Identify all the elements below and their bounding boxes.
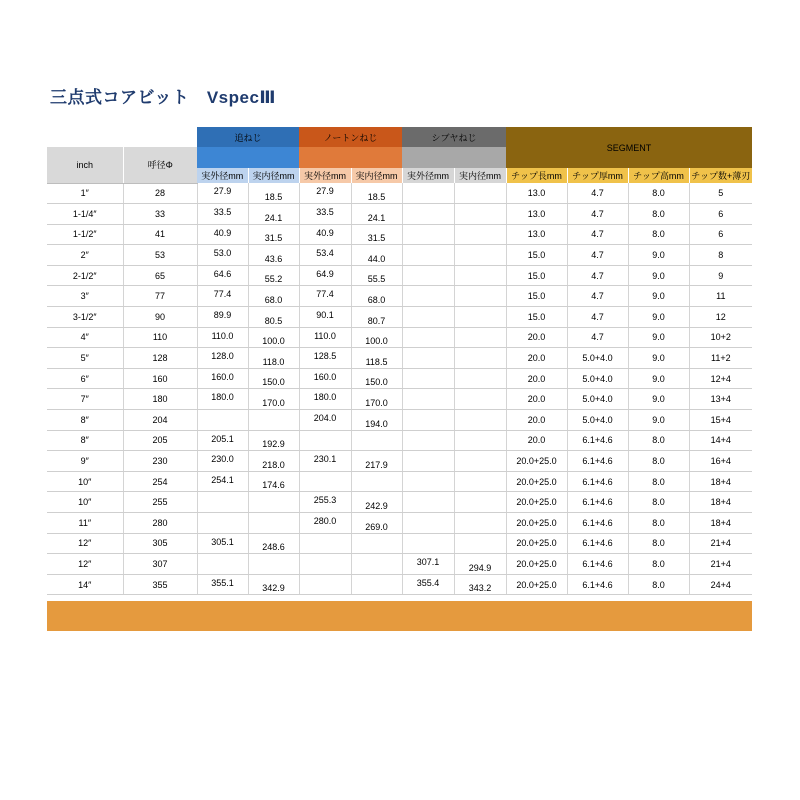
oineji-outer-cell: 40.9	[197, 224, 248, 245]
norton-inner-cell	[351, 554, 402, 575]
oineji-outer-cell: 77.4	[197, 286, 248, 307]
tip-count-cell: 10+2	[689, 327, 752, 348]
inch-cell: 5″	[47, 348, 123, 369]
shibuya-outer-cell	[402, 204, 454, 225]
table-row	[47, 307, 752, 328]
oineji-outer-cell: 230.0	[197, 451, 248, 472]
tip-length-cell: 13.0	[506, 183, 567, 204]
phi-cell: 355	[123, 574, 197, 595]
tip-height-cell: 8.0	[628, 533, 689, 554]
shibuya-inner-cell	[454, 327, 506, 348]
phi-cell: 307	[123, 554, 197, 575]
shibuya-inner-cell	[454, 492, 506, 513]
tip-count-cell: 24+4	[689, 574, 752, 595]
column-header-tip-length: チップ長mm	[506, 168, 567, 183]
phi-cell: 28	[123, 183, 197, 204]
norton-outer-cell: 33.5	[299, 204, 351, 225]
phi-cell: 128	[123, 348, 197, 369]
inch-cell: 3″	[47, 286, 123, 307]
tip-height-cell: 9.0	[628, 307, 689, 328]
tip-height-cell: 9.0	[628, 245, 689, 266]
norton-inner-cell	[351, 471, 402, 492]
tip-thickness-cell: 6.1+4.6	[567, 492, 628, 513]
phi-cell: 254	[123, 471, 197, 492]
norton-outer-cell: 160.0	[299, 368, 351, 389]
tip-length-cell: 20.0	[506, 327, 567, 348]
norton-outer-cell	[299, 533, 351, 554]
tip-height-cell: 8.0	[628, 574, 689, 595]
tip-height-cell: 9.0	[628, 410, 689, 431]
phi-cell: 204	[123, 410, 197, 431]
shibuya-outer-cell	[402, 513, 454, 534]
phi-cell: 230	[123, 451, 197, 472]
oineji-outer-cell: 205.1	[197, 430, 248, 451]
tip-length-cell: 20.0	[506, 368, 567, 389]
group-header-norton: ノートンねじ	[299, 127, 402, 147]
shibuya-outer-cell	[402, 183, 454, 204]
tip-count-cell: 18+4	[689, 471, 752, 492]
inch-cell: 1″	[47, 183, 123, 204]
tip-thickness-cell: 4.7	[567, 245, 628, 266]
shibuya-outer-cell	[402, 533, 454, 554]
phi-cell: 255	[123, 492, 197, 513]
shibuya-inner-cell	[454, 265, 506, 286]
spec-table	[47, 127, 752, 595]
tip-length-cell: 15.0	[506, 286, 567, 307]
tip-count-cell: 9	[689, 265, 752, 286]
tip-length-cell: 20.0+25.0	[506, 533, 567, 554]
tip-height-cell: 8.0	[628, 492, 689, 513]
inch-cell: 4″	[47, 327, 123, 348]
norton-outer-cell: 230.1	[299, 451, 351, 472]
shibuya-inner-cell: 343.2	[454, 574, 506, 595]
oineji-inner-cell: 80.5	[248, 307, 299, 328]
shibuya-outer-cell	[402, 286, 454, 307]
tip-count-cell: 12+4	[689, 368, 752, 389]
tip-thickness-cell: 6.1+4.6	[567, 533, 628, 554]
table-row	[47, 224, 752, 245]
norton-outer-cell	[299, 574, 351, 595]
inch-cell: 2″	[47, 245, 123, 266]
inch-cell: 10″	[47, 492, 123, 513]
inch-cell: 2-1/2″	[47, 265, 123, 286]
table-row	[47, 286, 752, 307]
tip-thickness-cell: 4.7	[567, 265, 628, 286]
shibuya-inner-cell: 294.9	[454, 554, 506, 575]
table-row	[47, 574, 752, 595]
tip-height-cell: 8.0	[628, 430, 689, 451]
tip-height-cell: 8.0	[628, 224, 689, 245]
inch-cell: 12″	[47, 533, 123, 554]
tip-length-cell: 20.0+25.0	[506, 492, 567, 513]
table-row	[47, 430, 752, 451]
tip-thickness-cell: 6.1+4.6	[567, 471, 628, 492]
oineji-inner-cell: 18.5	[248, 183, 299, 204]
group-band-oineji	[197, 147, 299, 168]
oineji-outer-cell	[197, 410, 248, 431]
table-row	[47, 348, 752, 369]
norton-inner-cell: 18.5	[351, 183, 402, 204]
shibuya-outer-cell: 355.4	[402, 574, 454, 595]
shibuya-outer-cell	[402, 471, 454, 492]
tip-length-cell: 20.0	[506, 410, 567, 431]
tip-thickness-cell: 4.7	[567, 307, 628, 328]
tip-height-cell: 9.0	[628, 265, 689, 286]
table-body	[47, 183, 752, 595]
inch-cell: 8″	[47, 430, 123, 451]
table-row	[47, 183, 752, 204]
tip-count-cell: 8	[689, 245, 752, 266]
phi-cell: 65	[123, 265, 197, 286]
tip-thickness-cell: 4.7	[567, 204, 628, 225]
shibuya-outer-cell	[402, 389, 454, 410]
column-header-norton-outer: 実外径mm	[299, 168, 351, 183]
table-row	[47, 327, 752, 348]
phi-cell: 180	[123, 389, 197, 410]
norton-outer-cell	[299, 554, 351, 575]
oineji-outer-cell: 254.1	[197, 471, 248, 492]
norton-inner-cell: 242.9	[351, 492, 402, 513]
tip-thickness-cell: 5.0+4.0	[567, 348, 628, 369]
tip-count-cell: 14+4	[689, 430, 752, 451]
norton-inner-cell: 24.1	[351, 204, 402, 225]
shibuya-outer-cell	[402, 492, 454, 513]
oineji-outer-cell	[197, 492, 248, 513]
oineji-outer-cell: 110.0	[197, 327, 248, 348]
column-header-tip-thickness: チップ厚mm	[567, 168, 628, 183]
shibuya-outer-cell	[402, 307, 454, 328]
norton-inner-cell: 80.7	[351, 307, 402, 328]
oineji-inner-cell	[248, 492, 299, 513]
tip-count-cell: 21+4	[689, 554, 752, 575]
tip-count-cell: 18+4	[689, 513, 752, 534]
oineji-outer-cell: 180.0	[197, 389, 248, 410]
shibuya-inner-cell	[454, 286, 506, 307]
oineji-inner-cell: 170.0	[248, 389, 299, 410]
oineji-inner-cell	[248, 513, 299, 534]
tip-height-cell: 8.0	[628, 471, 689, 492]
tip-thickness-cell: 4.7	[567, 183, 628, 204]
tip-count-cell: 12	[689, 307, 752, 328]
tip-length-cell: 15.0	[506, 245, 567, 266]
shibuya-inner-cell	[454, 204, 506, 225]
tip-height-cell: 9.0	[628, 348, 689, 369]
table-row	[47, 204, 752, 225]
shibuya-outer-cell	[402, 430, 454, 451]
shibuya-inner-cell	[454, 368, 506, 389]
oineji-inner-cell: 192.9	[248, 430, 299, 451]
oineji-inner-cell: 118.0	[248, 348, 299, 369]
phi-cell: 77	[123, 286, 197, 307]
norton-inner-cell: 269.0	[351, 513, 402, 534]
norton-outer-cell: 27.9	[299, 183, 351, 204]
shibuya-inner-cell	[454, 513, 506, 534]
table-row	[47, 492, 752, 513]
norton-inner-cell: 55.5	[351, 265, 402, 286]
shibuya-outer-cell	[402, 327, 454, 348]
column-header-phi: 呼径Φ	[123, 147, 197, 183]
shibuya-outer-cell	[402, 410, 454, 431]
phi-cell: 33	[123, 204, 197, 225]
table-row	[47, 410, 752, 431]
shibuya-inner-cell	[454, 410, 506, 431]
tip-length-cell: 13.0	[506, 224, 567, 245]
oineji-inner-cell: 55.2	[248, 265, 299, 286]
phi-cell: 160	[123, 368, 197, 389]
footer-bar	[47, 601, 752, 631]
table-row	[47, 533, 752, 554]
table-row	[47, 451, 752, 472]
shibuya-inner-cell	[454, 183, 506, 204]
norton-inner-cell: 44.0	[351, 245, 402, 266]
table-row	[47, 471, 752, 492]
group-header-oineji: 追ねじ	[197, 127, 299, 147]
shibuya-inner-cell	[454, 348, 506, 369]
inch-cell: 7″	[47, 389, 123, 410]
norton-inner-cell: 150.0	[351, 368, 402, 389]
phi-cell: 90	[123, 307, 197, 328]
norton-inner-cell: 31.5	[351, 224, 402, 245]
tip-height-cell: 9.0	[628, 286, 689, 307]
column-header-norton-inner: 実内径mm	[351, 168, 402, 183]
tip-count-cell: 6	[689, 224, 752, 245]
tip-count-cell: 13+4	[689, 389, 752, 410]
tip-thickness-cell: 5.0+4.0	[567, 389, 628, 410]
shibuya-inner-cell	[454, 389, 506, 410]
group-header-shibuya: シブヤねじ	[402, 127, 506, 147]
tip-length-cell: 20.0	[506, 430, 567, 451]
group-band-shibuya	[402, 147, 506, 168]
norton-outer-cell: 180.0	[299, 389, 351, 410]
oineji-inner-cell: 100.0	[248, 327, 299, 348]
norton-outer-cell: 40.9	[299, 224, 351, 245]
oineji-inner-cell: 218.0	[248, 451, 299, 472]
oineji-outer-cell: 305.1	[197, 533, 248, 554]
inch-cell: 9″	[47, 451, 123, 472]
tip-length-cell: 15.0	[506, 265, 567, 286]
norton-inner-cell: 170.0	[351, 389, 402, 410]
oineji-inner-cell: 342.9	[248, 574, 299, 595]
tip-count-cell: 15+4	[689, 410, 752, 431]
header-spacer	[47, 127, 197, 147]
tip-length-cell: 20.0	[506, 348, 567, 369]
tip-count-cell: 21+4	[689, 533, 752, 554]
column-header-tip-count: チップ数+薄刃	[689, 168, 752, 183]
inch-cell: 10″	[47, 471, 123, 492]
norton-outer-cell: 64.9	[299, 265, 351, 286]
norton-outer-cell: 53.4	[299, 245, 351, 266]
oineji-inner-cell: 174.6	[248, 471, 299, 492]
column-header-inch: inch	[47, 147, 123, 183]
shibuya-outer-cell	[402, 224, 454, 245]
shibuya-outer-cell	[402, 451, 454, 472]
inch-cell: 3-1/2″	[47, 307, 123, 328]
tip-count-cell: 11	[689, 286, 752, 307]
column-header-tip-height: チップ高mm	[628, 168, 689, 183]
oineji-outer-cell: 53.0	[197, 245, 248, 266]
oineji-outer-cell: 89.9	[197, 307, 248, 328]
norton-inner-cell	[351, 533, 402, 554]
group-band-norton	[299, 147, 402, 168]
table-row	[47, 513, 752, 534]
tip-height-cell: 9.0	[628, 368, 689, 389]
shibuya-inner-cell	[454, 451, 506, 472]
phi-cell: 205	[123, 430, 197, 451]
oineji-outer-cell: 33.5	[197, 204, 248, 225]
tip-count-cell: 5	[689, 183, 752, 204]
norton-inner-cell: 194.0	[351, 410, 402, 431]
column-header-shibuya-inner: 実内径mm	[454, 168, 506, 183]
shibuya-inner-cell	[454, 245, 506, 266]
phi-cell: 280	[123, 513, 197, 534]
tip-length-cell: 20.0+25.0	[506, 574, 567, 595]
table-row	[47, 265, 752, 286]
inch-cell: 14″	[47, 574, 123, 595]
tip-thickness-cell: 4.7	[567, 327, 628, 348]
norton-outer-cell: 204.0	[299, 410, 351, 431]
table-row	[47, 245, 752, 266]
norton-inner-cell	[351, 574, 402, 595]
tip-count-cell: 6	[689, 204, 752, 225]
inch-cell: 8″	[47, 410, 123, 431]
table-row	[47, 389, 752, 410]
table-row	[47, 554, 752, 575]
tip-length-cell: 13.0	[506, 204, 567, 225]
shibuya-inner-cell	[454, 471, 506, 492]
norton-inner-cell	[351, 430, 402, 451]
tip-length-cell: 15.0	[506, 307, 567, 328]
norton-outer-cell: 128.5	[299, 348, 351, 369]
norton-outer-cell	[299, 430, 351, 451]
tip-count-cell: 18+4	[689, 492, 752, 513]
inch-cell: 1-1/4″	[47, 204, 123, 225]
shibuya-outer-cell	[402, 348, 454, 369]
tip-thickness-cell: 4.7	[567, 286, 628, 307]
tip-thickness-cell: 5.0+4.0	[567, 410, 628, 431]
oineji-inner-cell	[248, 554, 299, 575]
tip-thickness-cell: 5.0+4.0	[567, 368, 628, 389]
phi-cell: 41	[123, 224, 197, 245]
column-header-shibuya-outer: 実外径mm	[402, 168, 454, 183]
tip-length-cell: 20.0	[506, 389, 567, 410]
tip-height-cell: 8.0	[628, 451, 689, 472]
table-row	[47, 368, 752, 389]
page-title: 三点式コアビット VspecⅢ	[50, 88, 276, 107]
oineji-inner-cell: 24.1	[248, 204, 299, 225]
tip-count-cell: 16+4	[689, 451, 752, 472]
column-header-oineji-inner: 実内径mm	[248, 168, 299, 183]
norton-outer-cell: 110.0	[299, 327, 351, 348]
tip-height-cell: 8.0	[628, 513, 689, 534]
norton-inner-cell: 68.0	[351, 286, 402, 307]
norton-outer-cell: 280.0	[299, 513, 351, 534]
tip-length-cell: 20.0+25.0	[506, 554, 567, 575]
inch-cell: 1-1/2″	[47, 224, 123, 245]
oineji-inner-cell	[248, 410, 299, 431]
phi-cell: 53	[123, 245, 197, 266]
inch-cell: 11″	[47, 513, 123, 534]
tip-thickness-cell: 6.1+4.6	[567, 451, 628, 472]
oineji-outer-cell: 64.6	[197, 265, 248, 286]
tip-height-cell: 8.0	[628, 204, 689, 225]
tip-height-cell: 8.0	[628, 183, 689, 204]
shibuya-outer-cell	[402, 368, 454, 389]
tip-length-cell: 20.0+25.0	[506, 513, 567, 534]
tip-thickness-cell: 4.7	[567, 224, 628, 245]
oineji-inner-cell: 150.0	[248, 368, 299, 389]
oineji-outer-cell: 160.0	[197, 368, 248, 389]
shibuya-outer-cell: 307.1	[402, 554, 454, 575]
shibuya-outer-cell	[402, 265, 454, 286]
tip-length-cell: 20.0+25.0	[506, 451, 567, 472]
norton-outer-cell: 77.4	[299, 286, 351, 307]
norton-inner-cell: 118.5	[351, 348, 402, 369]
tip-height-cell: 9.0	[628, 389, 689, 410]
oineji-inner-cell: 43.6	[248, 245, 299, 266]
norton-outer-cell: 90.1	[299, 307, 351, 328]
shibuya-outer-cell	[402, 245, 454, 266]
group-header-segment: SEGMENT	[506, 127, 752, 168]
shibuya-inner-cell	[454, 224, 506, 245]
oineji-outer-cell: 128.0	[197, 348, 248, 369]
tip-thickness-cell: 6.1+4.6	[567, 513, 628, 534]
oineji-outer-cell: 355.1	[197, 574, 248, 595]
norton-inner-cell: 100.0	[351, 327, 402, 348]
tip-thickness-cell: 6.1+4.6	[567, 574, 628, 595]
tip-length-cell: 20.0+25.0	[506, 471, 567, 492]
oineji-inner-cell: 68.0	[248, 286, 299, 307]
shibuya-inner-cell	[454, 430, 506, 451]
column-header-oineji-outer: 実外径mm	[197, 168, 248, 183]
phi-cell: 305	[123, 533, 197, 554]
oineji-outer-cell: 27.9	[197, 183, 248, 204]
tip-thickness-cell: 6.1+4.6	[567, 554, 628, 575]
shibuya-inner-cell	[454, 307, 506, 328]
tip-count-cell: 11+2	[689, 348, 752, 369]
oineji-inner-cell: 31.5	[248, 224, 299, 245]
oineji-inner-cell: 248.6	[248, 533, 299, 554]
phi-cell: 110	[123, 327, 197, 348]
norton-outer-cell: 255.3	[299, 492, 351, 513]
tip-thickness-cell: 6.1+4.6	[567, 430, 628, 451]
norton-outer-cell	[299, 471, 351, 492]
norton-inner-cell: 217.9	[351, 451, 402, 472]
tip-height-cell: 8.0	[628, 554, 689, 575]
shibuya-inner-cell	[454, 533, 506, 554]
inch-cell: 12″	[47, 554, 123, 575]
oineji-outer-cell	[197, 554, 248, 575]
oineji-outer-cell	[197, 513, 248, 534]
inch-cell: 6″	[47, 368, 123, 389]
tip-height-cell: 9.0	[628, 327, 689, 348]
